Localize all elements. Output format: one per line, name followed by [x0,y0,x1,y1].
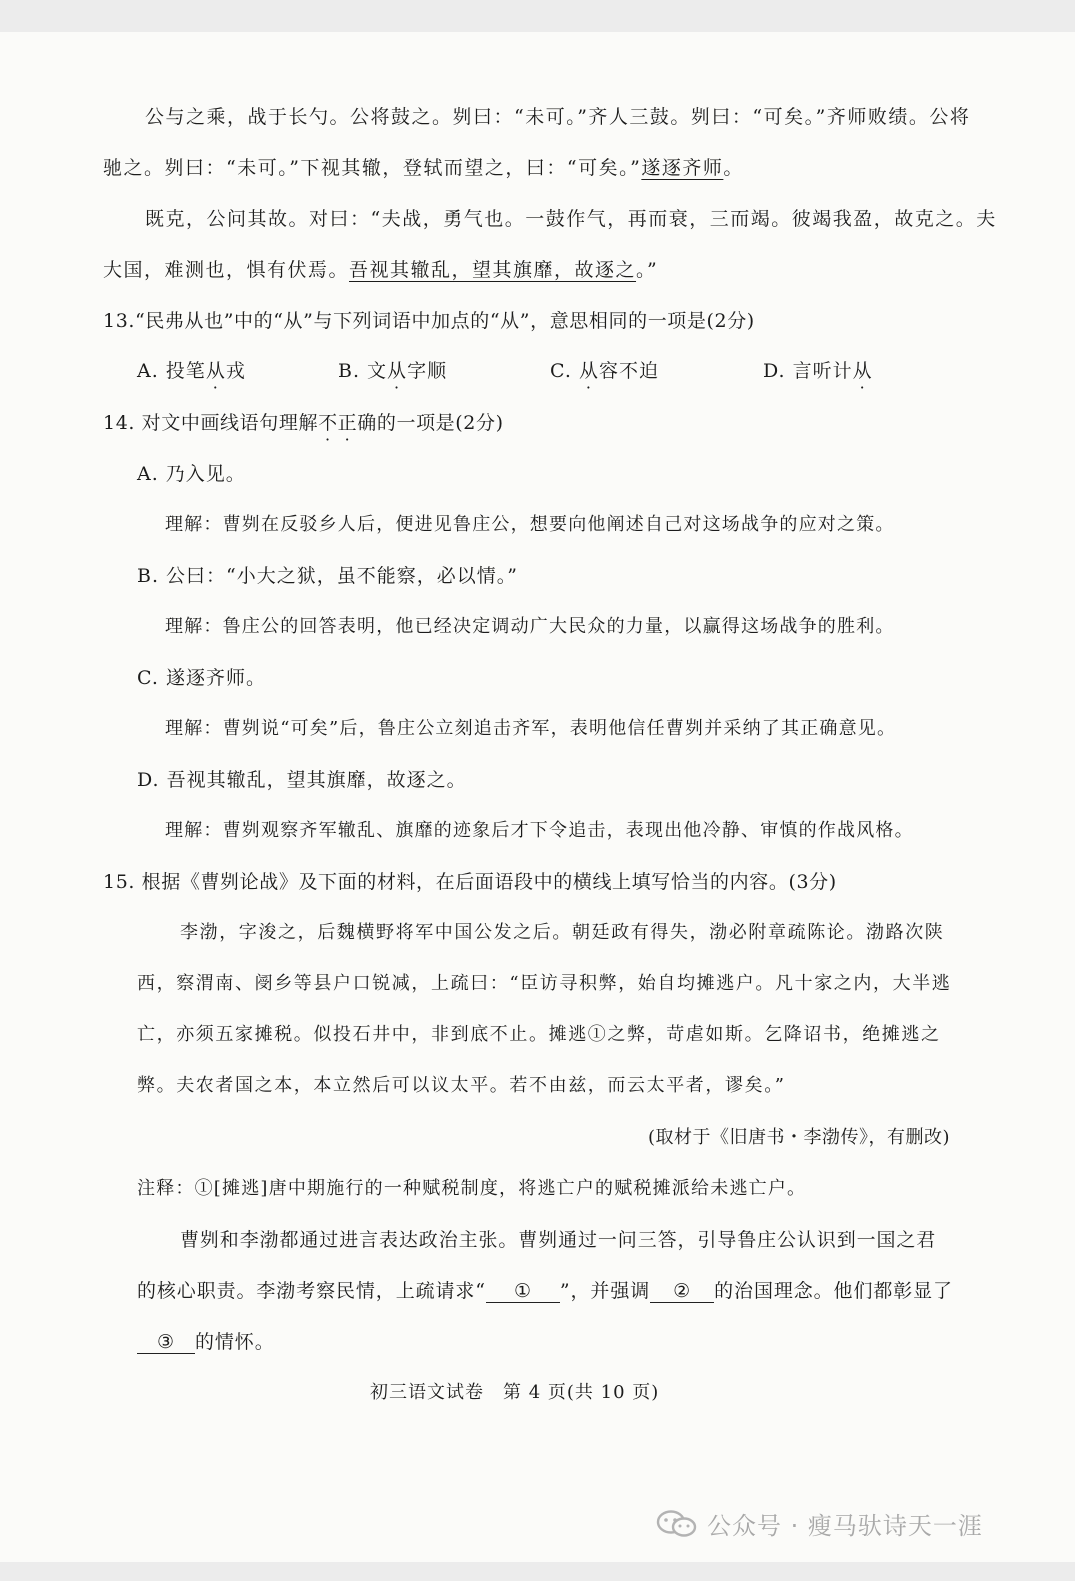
underlined-sentence-d: 吾视其辙乱，望其旗靡，故逐之 [349,259,637,281]
passage-line-3: 既克，公问其故。对曰：“夫战，勇气也。一鼓作气，再而衰，三而竭。彼竭我盈，故克之。夫 [145,208,997,230]
material-source: (取材于《旧唐书・李渤传》，有删改) [648,1127,951,1148]
q13-option-a: A. 投笔从戎 [137,360,246,382]
q15-stem: 15. 根据《曹刿论战》及下面的材料，在后面语段中的横线上填写恰当的内容。(3分) [103,871,837,893]
q13-option-b: B. 文从字顺 [338,360,448,382]
q14-stem: 14. 对文中画线语句理解不正确的一项是(2分) [103,412,504,434]
q14-option-c-explanation: 理解：曹刿说“可矣”后，鲁庄公立刻追击齐军，表明他信任曹刿并采纳了其正确意见。 [165,718,897,739]
wechat-icon [655,1509,699,1539]
watermark [655,1506,983,1541]
q14-option-d: D. 吾视其辙乱，望其旗靡，故逐之。 [137,769,467,791]
material-line-2: 西，察渭南、阌乡等县户口锐减，上疏曰：“臣访寻积弊，始自均摊逃户。凡十家之内，大半逃 [137,973,952,994]
passage-line-4: 大国，难测也，惧有伏焉。吾视其辙乱，望其旗靡，故逐之。” [103,259,659,281]
material-line-3: 亡，亦须五家摊税。似投石井中，非到底不止。摊逃①之弊，苛虐如斯。乞降诏书，绝摊逃之 [137,1024,941,1045]
fill-paragraph-line-1: 曹刿和李渤都通过进言表达政治主张。曹刿通过一问三答，引导鲁庄公认识到一国之君 [180,1229,937,1251]
underlined-sentence-c: 遂逐齐师 [641,157,724,179]
q13-option-c: C. 从容不迫 [550,360,659,382]
q14-option-b-explanation: 理解：鲁庄公的回答表明，他已经决定调动广大民众的力量，以赢得这场战争的胜利。 [165,616,895,637]
q14-option-d-explanation: 理解：曹刿观察齐军辙乱、旗靡的迹象后才下令追击，表现出他冷静、审慎的作战风格。 [165,820,914,841]
exam-page [0,32,1075,1562]
q13-option-d: D. 言听计从 [763,360,873,382]
material-line-4: 弊。夫农者国之本，本立然后可以议太平。若不由兹，而云太平者，谬矣。” [137,1075,786,1096]
q14-option-a: A. 乃入见。 [137,463,246,485]
blank-3[interactable]: ③ [137,1331,195,1354]
material-line-1: 李渤，字浚之，后魏横野将军中国公发之后。朝廷政有得失，渤必附章疏陈论。渤路次陕 [180,922,945,943]
q14-option-a-explanation: 理解：曹刿在反驳乡人后，便进见鲁庄公，想要向他阐述自己对这场战争的应对之策。 [165,514,895,535]
fill-paragraph-line-2: 的核心职责。李渤考察民情，上疏请求“ ① ”，并强调 ② 的治国理念。他们都彰显了 [137,1280,953,1302]
material-note: 注释：①[摊逃]唐中期施行的一种赋税制度，将逃亡户的赋税摊派给未逃亡户。 [137,1178,807,1199]
q14-option-b: B. 公曰：“小大之狱，虽不能察，必以情。” [137,565,518,587]
passage-line-2: 驰之。刿曰：“未可。”下视其辙，登轼而望之，曰：“可矣。”遂逐齐师。 [103,157,744,179]
passage-line-1: 公与之乘，战于长勺。公将鼓之。刿曰：“未可。”齐人三鼓。刿曰：“可矣。”齐师败绩。公将 [145,106,971,128]
watermark-text: 公众号 · 瘦马驮诗天一涯 [707,1512,983,1540]
q13-stem: 13.“民弗从也”中的“从”与下列词语中加点的“从”，意思相同的一项是(2分) [103,310,755,332]
page-footer: 初三语文试卷 第 4 页(共 10 页) [370,1382,660,1403]
blank-1[interactable]: ① [486,1280,560,1303]
blank-2[interactable]: ② [650,1280,714,1303]
q14-option-c: C. 遂逐齐师。 [137,667,266,689]
fill-paragraph-line-3: ③ 的情怀。 [137,1329,275,1355]
